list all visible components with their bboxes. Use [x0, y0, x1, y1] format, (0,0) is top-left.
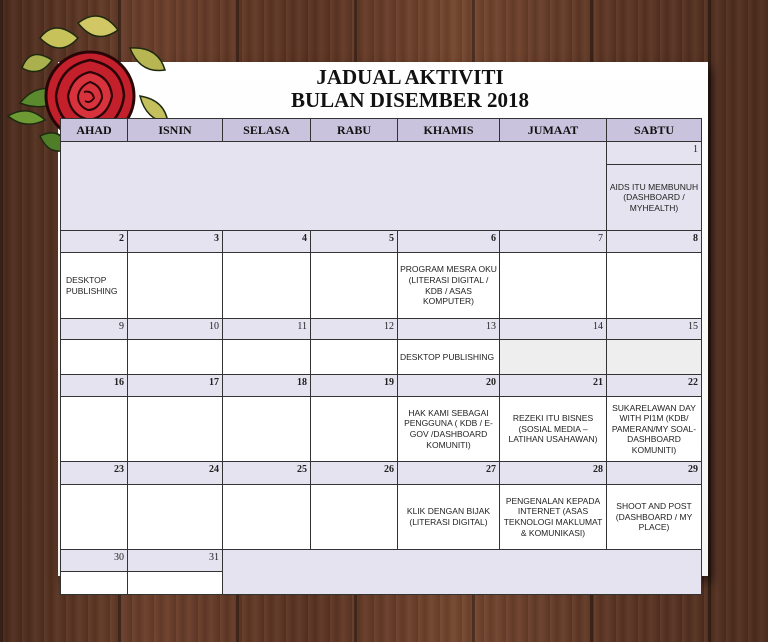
empty-days-block: [60, 141, 607, 231]
date-9: 9: [60, 318, 128, 340]
day-header-selasa: SELASA: [222, 118, 311, 142]
day-header-rabu: RABU: [310, 118, 398, 142]
day-header-ahad: AHAD: [60, 118, 128, 142]
date-18: 18: [222, 374, 311, 397]
page-title: [230, 66, 590, 112]
date-2: 2: [60, 230, 128, 253]
day-cell: [60, 396, 128, 462]
day-header-isnin: ISNIN: [127, 118, 223, 142]
event-dec-20: HAK KAMI SEBAGAI PENGGUNA ( KDB / E-GOV /DASHBOARD KOMUNITI): [397, 396, 500, 462]
day-cell: [222, 484, 311, 550]
date-29: 29: [606, 461, 702, 485]
date-8: 8: [606, 230, 702, 253]
date-27: 27: [397, 461, 500, 485]
date-12: 12: [310, 318, 398, 340]
date-13: 13: [397, 318, 500, 340]
day-cell: [222, 396, 311, 462]
date-19: 19: [310, 374, 398, 397]
day-cell: [127, 484, 223, 550]
date-30: 30: [60, 549, 128, 572]
day-cell: [499, 339, 607, 375]
date-16: 16: [60, 374, 128, 397]
title-line-2: BULAN DISEMBER 2018: [290, 88, 530, 112]
event-dec-2: DESKTOP PUBLISHING: [60, 252, 128, 319]
event-dec-1: AIDS ITU MEMBUNUH (DASHBOARD / MYHEALTH): [606, 164, 702, 231]
date-7: 7: [499, 230, 607, 253]
day-header-jumaat: JUMAAT: [499, 118, 607, 142]
day-cell: [127, 396, 223, 462]
event-dec-6: PROGRAM MESRA OKU (LITERASI DIGITAL / KDB / ASAS KOMPUTER): [397, 252, 500, 319]
day-cell: [60, 339, 128, 375]
date-5: 5: [310, 230, 398, 253]
day-cell: [606, 339, 702, 375]
event-dec-29: SHOOT AND POST (DASHBOARD / MY PLACE): [606, 484, 702, 550]
date-20: 20: [397, 374, 500, 397]
day-cell: [127, 571, 223, 595]
day-cell: [127, 252, 223, 319]
date-6: 6: [397, 230, 500, 253]
event-dec-27: KLIK DENGAN BIJAK (LITERASI DIGITAL): [397, 484, 500, 550]
day-cell: [60, 484, 128, 550]
date-26: 26: [310, 461, 398, 485]
date-15: 15: [606, 318, 702, 340]
day-cell: [222, 252, 311, 319]
event-dec-22: SUKARELAWAN DAY WITH PI1M (KDB/ PAMERAN/MY SOAL-DASHBOARD KOMUNITI): [606, 396, 702, 462]
date-3: 3: [127, 230, 223, 253]
date-21: 21: [499, 374, 607, 397]
day-cell: [310, 396, 398, 462]
event-dec-13: DESKTOP PUBLISHING: [397, 339, 500, 375]
date-1: 1: [606, 141, 702, 165]
day-cell: [499, 252, 607, 319]
day-cell: [310, 252, 398, 319]
day-cell: [606, 252, 702, 319]
event-dec-28: PENGENALAN KEPADA INTERNET (ASAS TEKNOLOGI MAKLUMAT & KOMUNIKASI): [499, 484, 607, 550]
day-cell: [222, 339, 311, 375]
day-cell: [127, 339, 223, 375]
title-line-1: JADUAL AKTIVITI: [316, 65, 504, 89]
day-cell: [60, 571, 128, 595]
empty-days-block: [222, 549, 702, 595]
date-17: 17: [127, 374, 223, 397]
date-14: 14: [499, 318, 607, 340]
date-10: 10: [127, 318, 223, 340]
day-header-sabtu: SABTU: [606, 118, 702, 142]
date-24: 24: [127, 461, 223, 485]
date-11: 11: [222, 318, 311, 340]
date-28: 28: [499, 461, 607, 485]
date-4: 4: [222, 230, 311, 253]
date-23: 23: [60, 461, 128, 485]
day-cell: [310, 339, 398, 375]
date-22: 22: [606, 374, 702, 397]
date-25: 25: [222, 461, 311, 485]
day-cell: [310, 484, 398, 550]
event-dec-21: REZEKI ITU BISNES (SOSIAL MEDIA – LATIHAN USAHAWAN): [499, 396, 607, 462]
date-31: 31: [127, 549, 223, 572]
day-header-khamis: KHAMIS: [397, 118, 500, 142]
